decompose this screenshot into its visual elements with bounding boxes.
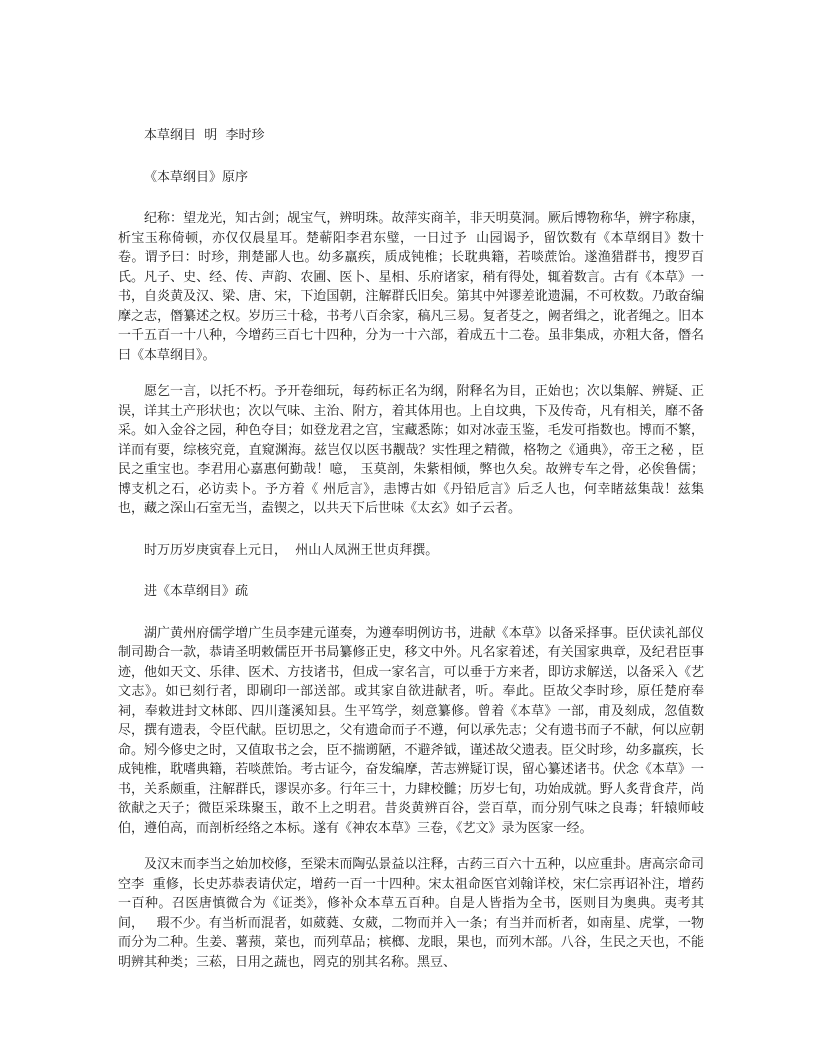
preface-paragraph-1: 纪称：望龙光，知古剑；觇宝气，辨明珠。故萍实商羊，非天明莫洞。厥后博物称华，辨字称康，析宝玉称倚顿，亦仅仅晨星耳。楚蕲阳李君东璧，一日过予 山园谒予，留饮数有《本草纲目》数十卷。谓予曰：时珍，荆楚鄙人也。幼多羸疾，质成钝椎；长耽典籍，若啖蔗饴。遂渔猎群书，搜罗百氏。凡子、史、经、传、声韵、农圃、医卜、星相、乐府诸家，稍有得处，辄着数言。古有《本草》一书，自炎黄及汉、梁、唐、宋，下迨国朝，注解群氏旧矣。第其中舛谬差讹遗漏，不可枚数。乃敢奋编摩之志，僭纂述之权。岁历三十稔，书考八百余家，稿凡三易。复者芟之，阙者缉之，讹者绳之。旧本一千五百一十八种，今增药三百七十四种，分为一十六部，着成五十二卷。虽非集成，亦粗大备，僭名曰《本草纲目》。 — [118, 211, 704, 363]
document-body — [118, 126, 704, 989]
preface-title: 《本草纲目》原序 — [144, 169, 249, 185]
book-title-line: 本草纲目 明 李时珍 — [144, 128, 265, 143]
memorial-paragraph-2: 及汉末而李当之始加校修，至梁末而陶弘景益以注释，古药三百六十五种，以应重卦。唐高宗命司空李 重修，长史苏恭表请伏定，增药一百一十四种。宋太祖命医官刘翰详校，宋仁宗再诏补注，增药一百种。召医唐慎微合为《证类》，修补众本草五百种。自是人皆指为全书，医则目为奥典。夷考其间， 瑕不少。有当析而混者，如葳蕤、女葳，二物而并入一条；有当并而析者，如南星、虎掌，一物而分为二种。生姜、薯蓣，菜也，而列草品；槟榔、龙眼，果也，而列木部。八谷，生民之天也，不能明辨其种类；三菘，日用之蔬也，罔克的别其名称。黑豆、 — [118, 857, 704, 970]
memorial-paragraph-1: 湖广黄州府儒学增广生员李建元谨奏，为遵奉明例访书，进献《本草》以备采择事。臣伏读礼部仪制司勘合一款，恭请圣明敕儒臣开书局纂修正史，移文中外。凡名家着述，有关国家典章，及纪君臣事迹，他如天文、乐律、医术、方技诸书，但成一家名言，可以垂于方来者，即访求解送，以备采入《艺文志》。如已刻行者，即刷印一部送部。或其家自欲进献者，听。奉此。臣故父李时珍，原任楚府奉祠，奉敕进封文林郎、四川蓬溪知县。生平笃学，刻意纂修。曾着《本草》一部，甫及刻成，忽值数尽，撰有遗表，令臣代献。臣切思之，父有遗命而子不遵，何以承先志；父有遗书而子不献，何以应朝命。矧今修史之时，又值取书之会，臣不揣谫陋，不避斧钺，谨述故父遗表。臣父时珍，幼多羸疾，长成钝椎，耽嗜典籍，若啖蔗饴。考古证今，奋发编摩，苦志辨疑订误，留心纂述诸书。伏念《本草》一书，关系颇重，注解群氏，谬误亦多。行年三十，力肆校雠；历岁七旬，功始成就。野人炙背食芹，尚欲献之天子；微臣采珠聚玉，敢不上之明君。昔炎黄辨百谷，尝百草，而分别气味之良毒；轩辕师岐伯，遵伯高，而剖析经络之本标。遂有《神农本草》三卷，《艺文》录为医家一经。 — [118, 625, 704, 836]
memorial-title: 进《本草纲目》疏 — [144, 584, 249, 599]
preface-paragraph-2: 愿乞一言，以托不朽。予开卷细玩，每药标正名为纲，附释名为目，正始也；次以集解、辨疑、正误，详其土产形状也；次以气味、主治、附方，着其体用也。上自坟典，下及传奇，凡有相关，靡不备采。如入金谷之园，种色夺目；如登龙君之宫，宝藏悉陈；如对冰壶玉鉴，毛发可指数也。博而不繁，详而有要，综核究竟，直窥渊海。兹岂仅以医书觏哉？实性理之精微，格物之《通典》，帝王之秘 ，臣民之重宝也。李君用心嘉惠何勤哉！噫， 玉莫剖，朱紫相倾，弊也久矣。故辨专车之骨，必俟鲁儒；博支机之石，必访卖卜。予方着《 州卮言》，恚博古如《丹铅卮言》后乏人也，何幸睹兹集哉！兹集也，藏之深山石室无当，盍锲之，以共天下后世味《太玄》如子云者。 — [118, 384, 704, 516]
preface-signature: 时万历岁庚寅春上元日， 州山人凤洲王世贞拜撰。 — [144, 542, 439, 558]
